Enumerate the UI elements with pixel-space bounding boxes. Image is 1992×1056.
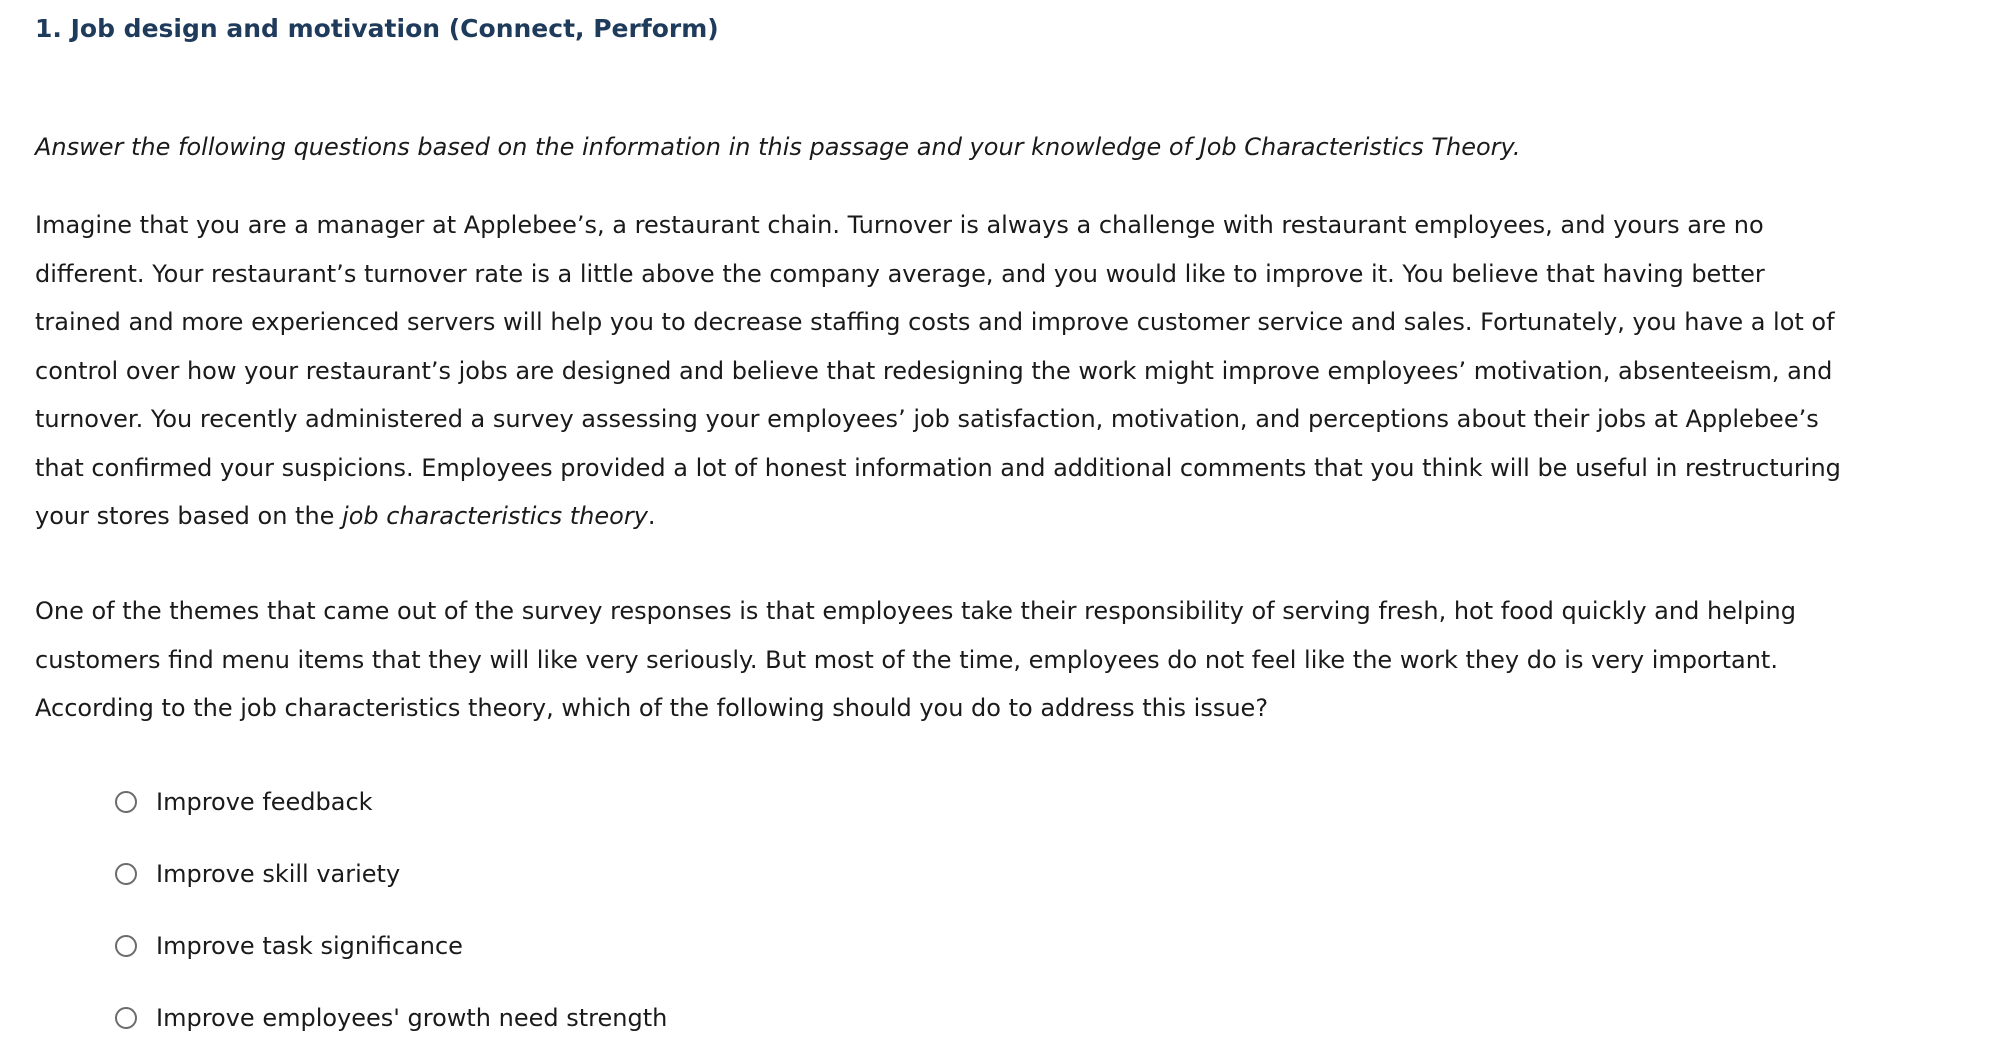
instruction-text: Answer the following questions based on the information in this passage and your knowledge of Job Characteristics Theory. — [35, 133, 1521, 161]
passage-emphasis: job characteristics theory — [342, 502, 648, 530]
radio-button[interactable] — [115, 791, 137, 813]
prompt-line: According to the job characteristics theory, which of the following should you do to address this issue? — [35, 694, 1269, 722]
answer-option-label[interactable]: Improve skill variety — [156, 860, 401, 888]
passage-line: Imagine that you are a manager at Applebee’s, a restaurant chain. Turnover is always a challenge with restaurant employees, and yours are no — [35, 211, 1764, 239]
answer-option-label[interactable]: Improve task significance — [156, 932, 463, 960]
passage-line: turnover. You recently administered a survey assessing your employees’ job satisfaction, motivation, and perceptions about their jobs at Applebee’s — [35, 405, 1819, 433]
passage-line: different. Your restaurant’s turnover rate is a little above the company average, and you would like to improve it. You believe that having better — [35, 259, 1765, 288]
question-title: 1. Job design and motivation (Connect, Perform) — [35, 14, 719, 43]
radio-button[interactable] — [115, 863, 137, 885]
radio-button[interactable] — [115, 1007, 137, 1029]
passage-line-prefix: your stores based on the — [35, 502, 343, 530]
question-prompt — [35, 587, 1935, 733]
answer-option-label[interactable]: Improve employees' growth need strength — [156, 1004, 668, 1032]
passage-line: trained and more experienced servers will help you to decrease staffing costs and improve customer service and sales. Fortunately, you have a lot of — [35, 308, 1835, 336]
answer-option-label[interactable]: Improve feedback — [156, 788, 373, 816]
passage — [35, 201, 1935, 541]
prompt-line: customers find menu items that they will like very seriously. But most of the time, employees do not feel like the work they do is very important. — [35, 645, 1778, 674]
answer-option-improve-skill-variety[interactable] — [115, 838, 667, 910]
answer-option-improve-growth-need-strength[interactable] — [115, 982, 667, 1054]
passage-line: that confirmed your suspicions. Employees provided a lot of honest information and additional comments that you think will be useful in restructuring — [35, 453, 1841, 482]
answer-options — [115, 766, 667, 1054]
answer-option-improve-task-significance[interactable] — [115, 910, 667, 982]
prompt-line: One of the themes that came out of the survey responses is that employees take their responsibility of serving fresh, hot food quickly and helping — [35, 597, 1796, 625]
passage-line-suffix: . — [647, 502, 656, 530]
radio-button[interactable] — [115, 935, 137, 957]
answer-option-improve-feedback[interactable] — [115, 766, 667, 838]
passage-line: control over how your restaurant’s jobs are designed and believe that redesigning the work might improve employees’ motivation, absenteeism, and — [35, 356, 1833, 385]
